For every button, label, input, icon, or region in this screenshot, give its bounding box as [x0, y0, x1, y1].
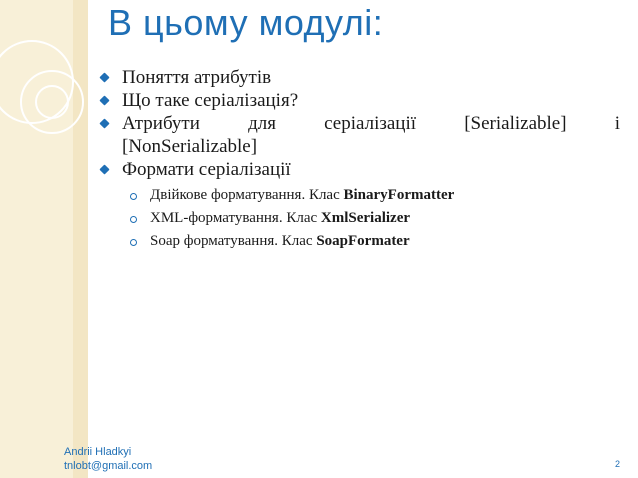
class-name: BinaryFormatter: [343, 187, 455, 203]
bullet-text: Що таке серіалізація?: [122, 90, 299, 111]
sub-bullet-prefix: Soap форматування. Клас: [150, 233, 317, 249]
bullet-list: [100, 66, 620, 253]
slide-title: В цьому модулі:: [108, 2, 384, 43]
bullet-continuation: [100, 135, 620, 158]
author-email: tnlobt@gmail.com: [64, 460, 153, 472]
bullet-text: Поняття атрибутів: [122, 67, 272, 88]
bullet-item: [100, 66, 620, 89]
diamond-bullet-icon: [99, 72, 109, 82]
ring-bullet-icon: [130, 239, 137, 246]
sub-bullet-item: [100, 207, 620, 230]
diamond-bullet-icon: [99, 164, 109, 174]
diamond-bullet-icon: [99, 118, 109, 128]
bullet-text: Формати серіалізації: [122, 159, 291, 180]
ring-bullet-icon: [130, 193, 137, 200]
sub-bullet-item: [100, 184, 620, 207]
sub-bullet-item: [100, 230, 620, 253]
bullet-item: [100, 158, 620, 181]
sub-bullet-prefix: Двійкове форматування. Клас: [150, 187, 344, 203]
class-name: XmlSerializer: [320, 210, 411, 226]
sub-bullet-prefix: XML-форматування. Клас: [150, 210, 321, 226]
page-number: 2: [614, 459, 620, 469]
bullet-text-line1: Атрибути для серіалізації [Serializable] і: [122, 113, 620, 134]
ring-bullet-icon: [130, 216, 137, 223]
diamond-bullet-icon: [99, 95, 109, 105]
decorative-circle-small: [35, 85, 69, 119]
bullet-item: [100, 112, 620, 135]
side-panel-stripe: [73, 0, 88, 478]
bullet-text-line2: [NonSerializable]: [122, 136, 258, 157]
author-name: Andrii Hladkyi: [64, 446, 132, 458]
class-name: SoapFormater: [316, 233, 410, 249]
bullet-item: [100, 89, 620, 112]
footer-author-block: [64, 445, 152, 473]
